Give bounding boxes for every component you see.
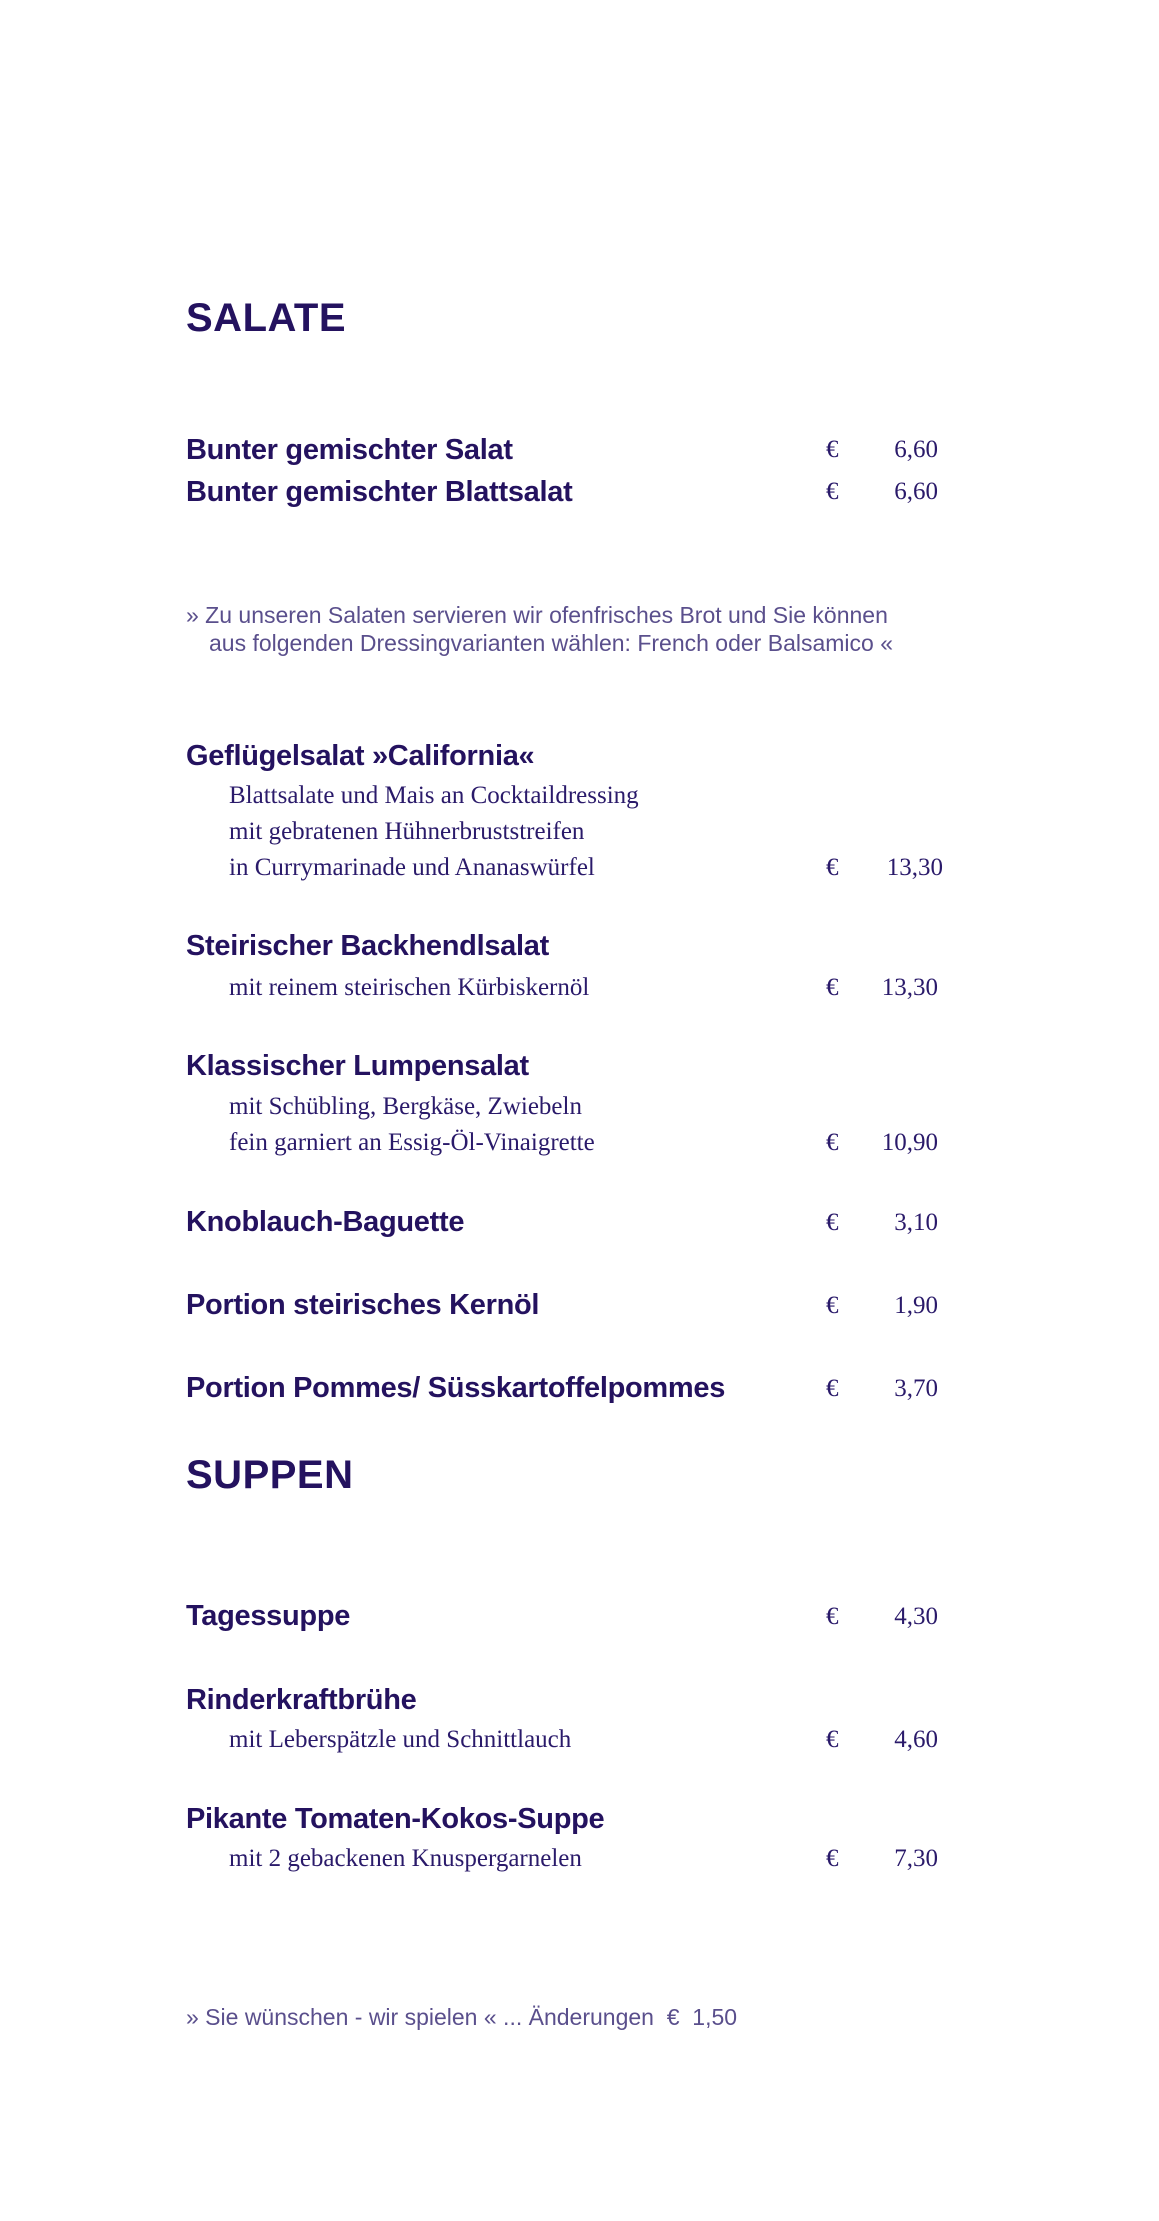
menu-item-name: Geflügelsalat »California«	[186, 740, 535, 772]
salad-note-line: » Zu unseren Salaten servieren wir ofenfrisches Brot und Sie können	[186, 602, 888, 628]
menu-item-description: fein garniert an Essig-Öl-Vinaigrette	[229, 1129, 595, 1156]
menu-item-name: Bunter gemischter Blattsalat	[186, 476, 573, 508]
menu-item-price: 3,70	[894, 1375, 938, 1402]
currency-symbol: €	[826, 478, 839, 505]
menu-item-price: 1,90	[894, 1292, 938, 1319]
menu-item-description: mit Leberspätzle und Schnittlauch	[229, 1726, 572, 1753]
currency-symbol: €	[826, 854, 839, 881]
menu-item-description: mit gebratenen Hühnerbruststreifen	[229, 818, 585, 845]
menu-item-name: Rinderkraftbrühe	[186, 1684, 417, 1716]
menu-item-price: 6,60	[894, 436, 938, 463]
section-title-salate: SALATE	[186, 296, 347, 340]
menu-item-name: Bunter gemischter Salat	[186, 434, 513, 466]
changes-note: » Sie wünschen - wir spielen « ... Änderungen € 1,50	[186, 2004, 738, 2030]
menu-item-price: 13,30	[886, 854, 943, 881]
menu-item-price: 4,60	[894, 1726, 938, 1753]
menu-item-price: 13,30	[881, 974, 938, 1001]
currency-symbol: €	[826, 1292, 839, 1319]
menu-item-price: 6,60	[894, 478, 938, 505]
currency-symbol: €	[826, 1129, 839, 1156]
currency-symbol: €	[826, 974, 839, 1001]
section-title-suppen: SUPPEN	[186, 1453, 354, 1497]
menu-item-description: mit 2 gebackenen Knuspergarnelen	[229, 1845, 582, 1872]
menu-item-description: in Currymarinade und Ananaswürfel	[229, 854, 595, 881]
currency-symbol: €	[826, 1375, 839, 1402]
menu-item-name: Klassischer Lumpensalat	[186, 1050, 529, 1082]
currency-symbol: €	[826, 1603, 839, 1630]
currency-symbol: €	[826, 436, 839, 463]
menu-item-price: 7,30	[894, 1845, 938, 1872]
menu-item-name: Knoblauch-Baguette	[186, 1206, 465, 1238]
salad-note-line: aus folgenden Dressingvarianten wählen: French oder Balsamico «	[209, 630, 894, 656]
currency-symbol: €	[826, 1845, 839, 1872]
menu-item-name: Portion steirisches Kernöl	[186, 1289, 540, 1321]
menu-item-description: mit Schübling, Bergkäse, Zwiebeln	[229, 1093, 582, 1120]
menu-item-name: Tagessuppe	[186, 1600, 351, 1632]
menu-item-price: 4,30	[894, 1603, 938, 1630]
menu-item-description: Blattsalate und Mais an Cocktaildressing	[229, 782, 639, 809]
currency-symbol: €	[826, 1209, 839, 1236]
currency-symbol: €	[826, 1726, 839, 1753]
menu-item-price: 10,90	[881, 1129, 938, 1156]
menu-item-name: Steirischer Backhendlsalat	[186, 930, 549, 962]
menu-item-name: Pikante Tomaten-Kokos-Suppe	[186, 1803, 605, 1835]
menu-item-description: mit reinem steirischen Kürbiskernöl	[229, 974, 590, 1001]
menu-item-price: 3,10	[894, 1209, 938, 1236]
menu-item-name: Portion Pommes/ Süsskartoffelpommes	[186, 1372, 726, 1404]
